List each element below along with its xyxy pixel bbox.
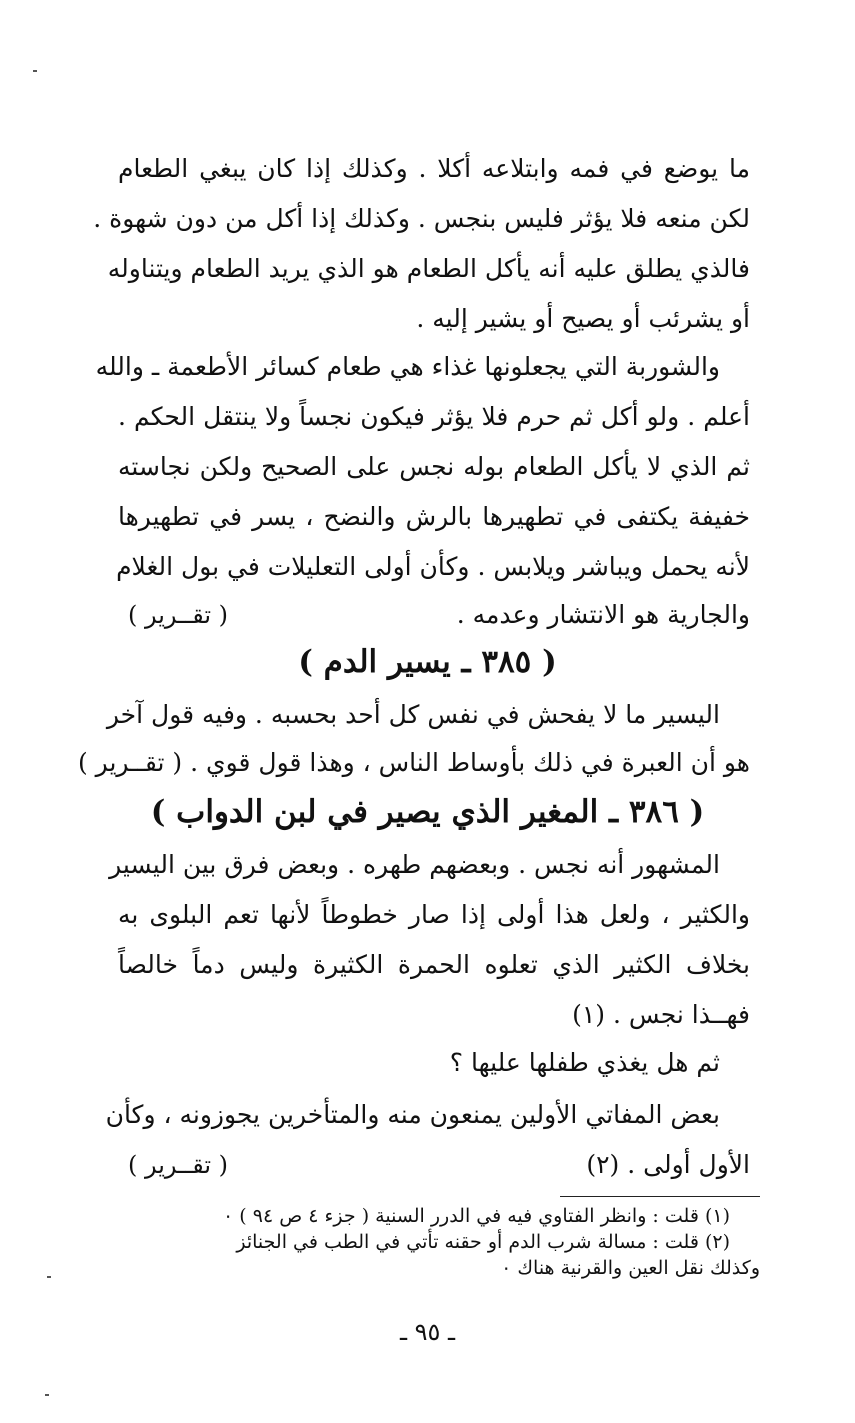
scan-speck <box>45 1394 49 1396</box>
text-line: والكثير ، ولعل هذا أولى إذا صار خطوطاً لأنها تعم البلوى به <box>118 900 750 929</box>
text-line: الأول أولى . (٢) <box>586 1150 750 1179</box>
text-line: خفيفة يكتفى في تطهيرها بالرش والنضح ، يسر في تطهيرها <box>118 502 750 531</box>
footnote: وكذلك نقل العين والقرنية هناك ٠ <box>501 1257 760 1279</box>
footnote: (٢) قلت : مسالة شرب الدم أو حقنه تأتي في الطب في الجنائز <box>236 1231 730 1253</box>
text-line: لأنه يحمل ويباشر ويلابس . وكأن أولى التعليلات في بول الغلام <box>116 552 750 581</box>
text-line: ثم الذي لا يأكل الطعام بوله نجس على الصحيح ولكن نجاسته <box>118 452 750 481</box>
text-line: فهــذا نجس . (١) <box>572 1000 750 1029</box>
footnote-divider <box>560 1196 760 1197</box>
page-number: ـ ٩٥ ـ <box>399 1318 456 1346</box>
taqrir-tag: ( تقــرير ) <box>128 601 229 629</box>
section-heading-386: ( ٣٨٦ ـ المغير الذي يصير في لبن الدواب ) <box>150 794 705 830</box>
text-line: لكن منعه فلا يؤثر فليس بنجس . وكذلك إذا أكل من دون شهوة . <box>93 204 750 233</box>
text-line: أعلم . ولو أكل ثم حرم فلا يؤثر فيكون نجساً ولا ينتقل الحكم . <box>118 402 750 431</box>
text-line: هو أن العبرة في ذلك بأوساط الناس ، وهذا قول قوي . ( تقــرير ) <box>77 748 750 777</box>
text-line: اليسير ما لا يفحش في نفس كل أحد بحسبه . وفيه قول آخر <box>106 700 720 729</box>
text-line: أو يشرئب أو يصيح أو يشير إليه . <box>416 304 750 333</box>
text-line: المشهور أنه نجس . وبعضهم طهره . وبعض فرق بين اليسير <box>109 850 720 879</box>
text-line: ما يوضع في فمه وابتلاعه أكلا . وكذلك إذا كان يبغي الطعام <box>118 154 750 183</box>
footnote: (١) قلت : وانظر الفتاوي فيه في الدرر السنية ( جزء ٤ ص ٩٤ ) ٠ <box>223 1205 730 1227</box>
taqrir-tag: ( تقــرير ) <box>128 1151 229 1179</box>
text-line: بخلاف الكثير الذي تعلوه الحمرة الكثيرة وليس دماً خالصاً <box>118 950 750 979</box>
text-line: فالذي يطلق عليه أنه يأكل الطعام هو الذي يريد الطعام ويتناوله <box>107 254 750 283</box>
text-line: بعض المفاتي الأولين يمنعون منه والمتأخرين يجوزونه ، وكأن <box>105 1100 720 1129</box>
text-line: والجارية هو الانتشار وعدمه . <box>456 600 750 629</box>
section-heading-385: ( ٣٨٥ ـ يسير الدم ) <box>298 644 557 680</box>
text-line: ثم هل يغذي طفلها عليها ؟ <box>449 1048 720 1077</box>
text-line: والشوربة التي يجعلونها غذاء هي طعام كسائر الأطعمة ـ والله <box>95 352 720 381</box>
scan-speck <box>33 70 37 72</box>
scan-speck <box>47 1276 51 1278</box>
